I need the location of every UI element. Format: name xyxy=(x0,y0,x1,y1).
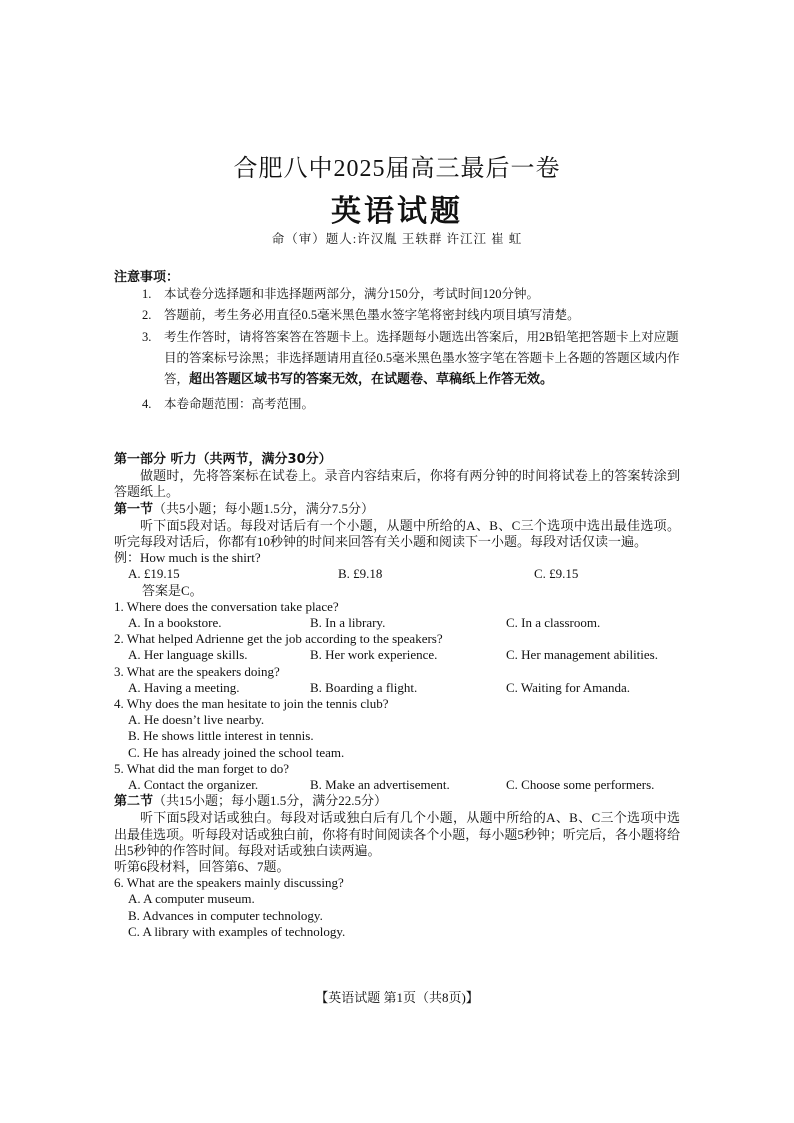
note-number: 2. xyxy=(142,308,152,322)
example-question: 例：How much is the shirt? xyxy=(114,550,261,566)
note-text: 答题前，考生务必用直径0.5毫米黑色墨水签字笔将密封线内项目填写清楚。 xyxy=(164,308,580,322)
option-b: B. Boarding a flight. xyxy=(310,679,418,695)
page-footer: 【英语试题 第1页（共8页)】 xyxy=(315,990,479,1005)
part1-heading: 第一部分 听力（共两节，满分30分） xyxy=(114,452,332,467)
option-a: A. £19.15 xyxy=(128,566,180,582)
section2-directions: 听下面5段对话或独白。每段对话或独白后有几个小题，从题中所给的A、B、C三个选项中选出最佳选项。听每段对话或独白前，你将有时间阅读各个小题，每小题5秒钟；听完后，各小题将给出5秒钟的作答时间。每段对话或独白读两遍。 xyxy=(114,810,680,858)
option-b: B. Advances in computer technology. xyxy=(128,907,323,923)
option-b: B. Make an advertisement. xyxy=(310,777,450,792)
note-emphasis: 超出答题区域书写的答案无效，在试题卷、草稿纸上作答无效。 xyxy=(189,372,554,387)
notes-heading: 注意事项： xyxy=(114,270,180,285)
note-number: 1. xyxy=(142,287,152,301)
note-number: 4. xyxy=(142,397,152,411)
section1-header xyxy=(114,501,680,518)
option-b: B. Her work experience. xyxy=(310,647,438,663)
exam-title: 合肥八中2025届高三最后一卷 xyxy=(233,156,561,182)
section1-title: 第一节 xyxy=(114,501,154,517)
option-a: A. In a bookstore. xyxy=(128,615,222,631)
section2-title: 第二节 xyxy=(114,794,154,810)
example-answer: 答案是C。 xyxy=(142,582,203,598)
section1-directions: 听下面5段对话。每段对话后有一个小题，从题中所给的A、B、C三个选项中选出最佳选项。听完每段对话后，你都有10秒钟的时间来回答有关小题和阅读下一小题。每段对话仅读一遍。 xyxy=(114,517,680,550)
option-a: A. Contact the organizer. xyxy=(128,777,259,792)
option-b: B. In a library. xyxy=(310,615,386,631)
exam-body xyxy=(114,452,680,940)
question: 1. Where does the conversation take place? xyxy=(114,598,339,614)
notes-list xyxy=(114,284,684,415)
option-c: C. Her management abilities. xyxy=(506,647,658,663)
question-options xyxy=(114,615,680,631)
question: 3. What are the speakers doing? xyxy=(114,663,280,679)
part1-intro: 做题时，先将答案标在试卷上。录音内容结束后，你将有两分钟的时间将试卷上的答案转涂到答题纸上。 xyxy=(114,468,680,500)
option-b: B. £9.18 xyxy=(338,566,383,582)
subject-title: 英语试题 xyxy=(331,195,463,228)
note-text: 本卷命题范围：高考范围。 xyxy=(164,397,315,411)
material-note: 听第6段材料，回答第6、7题。 xyxy=(114,859,290,874)
question: 4. Why does the man hesitate to join the tennis club? xyxy=(114,695,389,711)
section2-header xyxy=(114,793,680,810)
section1-meta: （共5小题；每小题1.5分，满分7.5分） xyxy=(153,500,375,516)
option-c: C. Choose some performers. xyxy=(506,777,655,792)
option-c: C. A library with examples of technology. xyxy=(128,923,346,939)
question: 6. What are the speakers mainly discussing? xyxy=(114,875,344,891)
note-item xyxy=(114,394,684,415)
option-c: C. £9.15 xyxy=(534,566,579,582)
note-item xyxy=(114,284,684,305)
question-options xyxy=(114,680,680,696)
option-a: A. Her language skills. xyxy=(128,647,248,663)
option-a: A. He doesn’t live nearby. xyxy=(128,712,265,728)
question-options xyxy=(114,647,680,663)
option-a: A. Having a meeting. xyxy=(128,679,240,695)
note-text: 本试卷分选择题和非选择题两部分，满分150分，考试时间120分钟。 xyxy=(164,287,540,301)
question: 2. What helped Adrienne get the job according to the speakers? xyxy=(114,631,443,647)
option-c: C. Waiting for Amanda. xyxy=(506,679,631,695)
option-a: A. A computer museum. xyxy=(128,891,255,907)
section2-meta: （共15小题；每小题1.5分，满分22.5分） xyxy=(153,793,388,809)
note-text: 考生作答时，请将答案答在答题卡上。选择题每小题选出答案后，用2B铅笔把答题卡上对应题目的答案标号涂黑；非选择题请用直径0.5毫米黑色墨水签字笔在答题卡上各题的答题区域内作答， xyxy=(164,330,680,386)
option-c: C. He has already joined the school team. xyxy=(128,744,345,760)
note-number: 3. xyxy=(142,330,152,344)
option-c: C. In a classroom. xyxy=(506,615,601,631)
question: 5. What did the man forget to do? xyxy=(114,760,289,776)
example-options xyxy=(114,566,680,582)
authors-line: 命（审）题人:许汉胤 王轶群 许江江 崔 虹 xyxy=(271,232,523,246)
option-b: B. He shows little interest in tennis. xyxy=(128,728,314,744)
note-item xyxy=(114,305,684,326)
note-item xyxy=(114,327,684,390)
question-options xyxy=(114,777,680,793)
